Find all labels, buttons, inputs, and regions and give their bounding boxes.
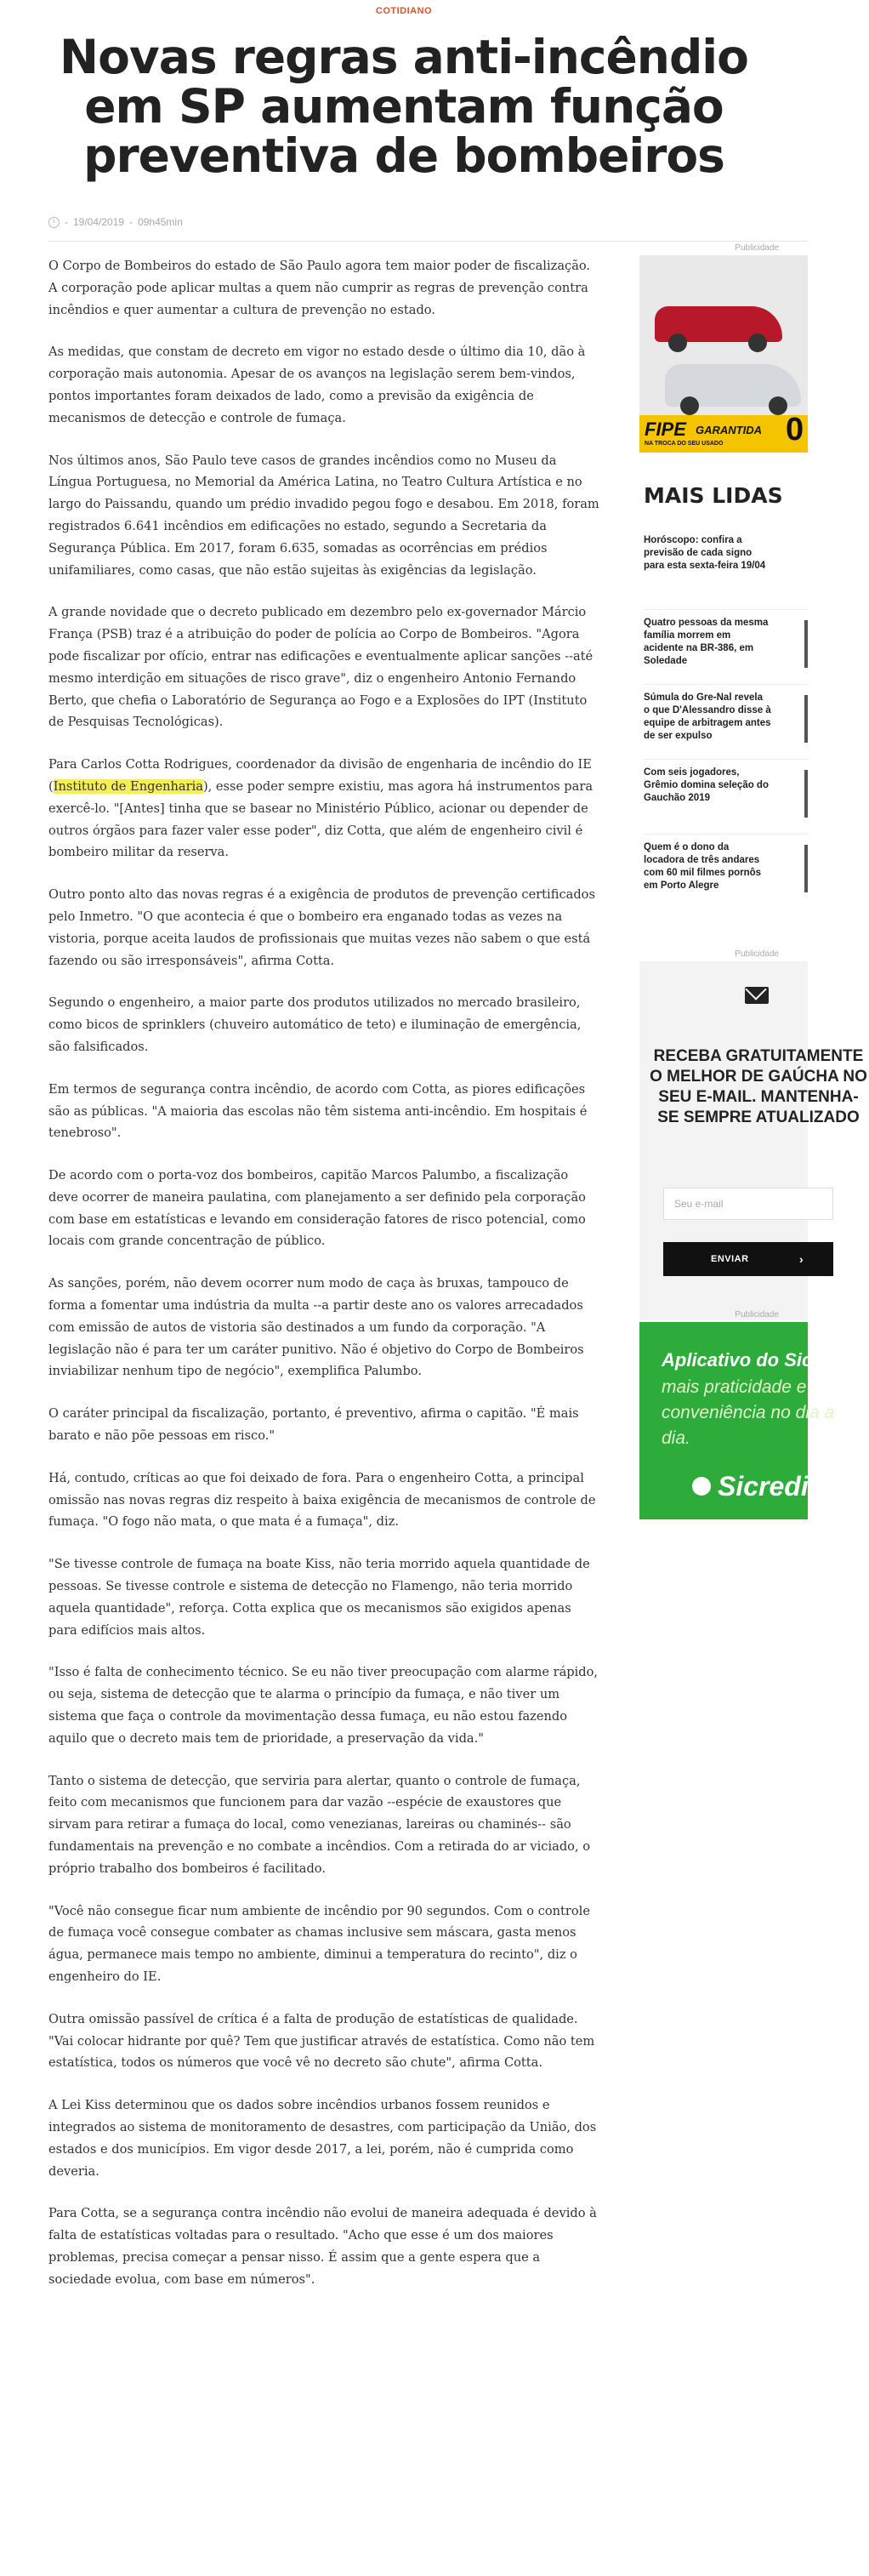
publish-date: 19/04/2019: [73, 216, 125, 228]
article-paragraph: Outra omissão passível de crítica é a falta de produção de estatísticas de qualidade. "Vai colocar hidrante por quê? Tem que justificar através de estatística. Como não tem estatística, todos os números que você vê no decreto são chute", afirma Cotta.: [48, 2011, 595, 2071]
article-paragraph: Outro ponto alto das novas regras é a exigência de produtos de prevenção certificados pelo Inmetro. "O que acontecia é que o bombeiro era enganado todas as vezes na vistoria, porque aceita laudos de profissionais que muitas vezes não sabem o que está fazendo ou são irresponsáveis", afirma Cotta.: [48, 887, 595, 968]
article-paragraph: Há, contudo, críticas ao que foi deixado de fora. Para o engenheiro Cotta, a principal omissão nas novas regras diz respeito à baixa exigência de mecanismos de controle de fumaça. "O fogo não mata, o que mata é a fumaça", diz.: [48, 1470, 596, 1530]
ad-label: Publicidade: [735, 1310, 779, 1319]
article-paragraph: As medidas, que constam de decreto em vigor no estado desde o último dia 10, dão à corporação mais autonomia. Apesar de os avanços na legislação serem bem-vindos, pontos importantes foram deixados de lado, como a previsão da exigência de mecanismos de detecção e controle de fumaça.: [48, 345, 586, 425]
paragraph-text: Para Carlos Cotta Rodrigues, coordenador da divisão de engenharia de incêndio do IE (: [48, 757, 592, 794]
mais-lidas-title: MAIS LIDAS: [644, 483, 783, 508]
article-paragraph: Para Cotta, se a segurança contra incêndio não evolui de maneira adequada é devido à falta de estatísticas voltadas para o resultado. "Acho que esse é um dos maiores problemas, precisa começar a pensar nisso. É assim que a gente espera que a sociedade evolua, com base em números".: [48, 2206, 597, 2287]
thumbnail[interactable]: [804, 620, 808, 668]
article-paragraph: De acordo com o porta-voz dos bombeiros, capitão Marcos Palumbo, a fiscalização deve ocorrer de maneira paulatina, com planejamento a ser definido pela corporação com base em estatísticas e levando em consideração fatores de risco potencial, como locais com grande concentração de público.: [48, 1168, 586, 1249]
mais-lidas-list: [644, 534, 808, 909]
instituto-engenharia-link[interactable]: Instituto de Engenharia: [53, 778, 203, 794]
send-button[interactable]: [663, 1242, 833, 1276]
email-input[interactable]: [663, 1188, 833, 1220]
chevron-right-icon: ›: [799, 1252, 804, 1266]
article-paragraph: Nos últimos anos, São Paulo teve casos de grandes incêndios como no Museu da Língua Portuguesa, no Memorial da América Latina, no Teatro Cultura Artística e no largo do Paissandu, quando um prédio invadido pegou fogo e desabou. Em 2018, foram registrados 6.641 incêndios em edificações no estado, segundo a Secretaria da Segurança Pública. Em 2017, foram 6.635, somadas as ocorrências em prédios unifamiliares, como casas, que não estão sujeitas às exigências da legislação.: [48, 453, 599, 578]
wheel-shape: [680, 396, 699, 415]
category-label[interactable]: COTIDIANO: [375, 6, 433, 16]
article-paragraph: "Se tivesse controle de fumaça na boate Kiss, não teria morrido aquela quantidade de pessoas. Se tivesse controle e sistema de detecção no Flamengo, não teria morrido aquela quantidade", reforça. Cotta explica que os mecanismos são exigidos apenas para edifícios mais altos.: [48, 1557, 590, 1638]
wheel-shape: [769, 396, 787, 415]
ad-headline: GARANTIDA: [696, 424, 762, 436]
wheel-shape: [748, 333, 767, 352]
article-paragraph: O Corpo de Bombeiros do estado de São Paulo agora tem maior poder de fiscalização. A corporação pode aplicar multas a quem não cumprir as regras de prevenção contra incêndios e quer aumentar a cultura de prevenção no estado.: [48, 259, 591, 317]
article-paragraph: Em termos de segurança contra incêndio, de acordo com Cotta, as piores edificações são as públicas. "A maioria das escolas não têm sistema anti-incêndio. Em hospitais é tenebroso".: [48, 1081, 588, 1141]
mais-lidas-item[interactable]: [644, 834, 808, 909]
ad-title: Aplicativo do Sicredi:: [662, 1349, 853, 1371]
wheel-shape: [668, 333, 687, 352]
ad-label: Publicidade: [735, 243, 779, 253]
mais-lidas-link[interactable]: Súmula do Gre-Nal revela o que D'Alessandro disse à equipe de arbitragem antes de ser expulso: [644, 692, 771, 741]
ad-label: Publicidade: [735, 949, 779, 959]
mais-lidas-link[interactable]: Quem é o dono da locadora de três andares com 60 mil filmes pornôs em Porto Alegre: [644, 842, 762, 891]
newsletter-text: RECEBA GRATUITAMENTE O MELHOR DE GAÚCHA NO SEU E-MAIL. MANTENHA-SE SEMPRE ATUALIZADO: [650, 1047, 867, 1126]
clock-icon: [48, 217, 60, 228]
article-paragraph: [48, 754, 599, 863]
mais-lidas-link[interactable]: Horóscopo: confira a previsão de cada signo para esta sexta-feira 19/04: [644, 535, 766, 571]
publish-time: 09h45min: [138, 216, 183, 228]
divider: [48, 241, 808, 242]
ad-big-number: 0: [786, 412, 804, 447]
article-paragraph: A grande novidade que o decreto publicado em dezembro pelo ex-governador Márcio França (PSB) traz é a atribuição do poder de polícia ao Corpo de Bombeiros. "Agora pode fiscalizar por ofício, entrar nas edificações e eventualmente aplicar sanções --até mesmo interdição em situações de risco grave", diz o engenheiro Antonio Fernando Berto, que chefia o Laboratório de Segurança ao Fogo e a Explosões do IPT (Instituto de Pesquisas Tecnológicas).: [48, 605, 594, 730]
thumbnail[interactable]: [804, 770, 808, 818]
mais-lidas-item[interactable]: [644, 609, 808, 684]
mais-lidas-link[interactable]: Quatro pessoas da mesma família morrem em acidente na BR-386, em Soledade: [644, 618, 769, 666]
mais-lidas-item[interactable]: [644, 684, 808, 759]
envelope-icon: [745, 987, 769, 1004]
newsletter-box: [639, 961, 867, 1320]
byline: [48, 216, 183, 228]
article-paragraph: Segundo o engenheiro, a maior parte dos produtos utilizados no mercado brasileiro, como bicos de sprinklers (chuveiro automático de teto) e iluminação de emergência, são falsificados.: [48, 995, 582, 1054]
article-paragraph: As sanções, porém, não devem ocorrer num modo de caça às bruxas, tampouco de forma a fomentar uma indústria da multa --a partir deste ano os valores arrecadados com emissão de autos de vistoria são destinados a um fundo da corporação. "A legislação não é para ter um caráter punitivo. Não é objetivo do Corpo de Bombeiros inviabilizar nenhum tipo de negócio", exemplifica Palumbo.: [48, 1276, 584, 1379]
article-body: [48, 255, 599, 2311]
article-paragraph: O caráter principal da fiscalização, portanto, é preventivo, afirma o capitão. "É mais barato e não põe pessoas em risco.": [48, 1406, 579, 1444]
ad-brand: Sicredi: [718, 1471, 809, 1502]
thumbnail[interactable]: [804, 695, 808, 743]
article-paragraph: Tanto o sistema de detecção, que serviria para alertar, quanto o controle de fumaça, feito com mecanismos que funcionem para dar vazão --espécie de exaustores que sirvam para retirar a fumaça do local, como venezianas, lareiras ou chaminés-- são fundamentais na prevenção e no combate a incêndios. Com a retirada do ar viciado, o próprio trabalho dos bombeiros é facilitado.: [48, 1773, 591, 1876]
car-ad-banner[interactable]: [639, 255, 808, 453]
ad-tagline: NA TROCA DO SEU USADO: [645, 441, 724, 447]
sicredi-logo-icon: [692, 1477, 711, 1496]
headline: Novas regras anti-incêndio em SP aumentam função preventiva de bombeiros: [60, 30, 748, 183]
ad-brand: FIPE: [645, 419, 686, 440]
thumbnail[interactable]: [804, 845, 808, 892]
sicredi-ad-banner[interactable]: [639, 1322, 853, 1519]
ad-subtitle: mais praticidade e conveniência no dia a dia.: [662, 1377, 835, 1448]
separator: -: [65, 216, 68, 228]
article-paragraph: "Você não consegue ficar num ambiente de incêndio por 90 segundos. Com o controle de fumaça você consegue combater as chamas inclusive sem máscara, gasta menos água, permanece mais tempo no ambiente, diminui a temperatura do recinto", diz o engenheiro do IE.: [48, 1903, 590, 1984]
send-button-label: ENVIAR: [711, 1254, 749, 1264]
mais-lidas-item[interactable]: [644, 534, 808, 609]
mais-lidas-link[interactable]: Com seis jogadores, Grêmio domina seleção do Gauchão 2019: [644, 767, 769, 803]
article-paragraph: A Lei Kiss determinou que os dados sobre incêndios urbanos fossem reunidos e integrados ao sistema de monitoramento de desastres, com participação da União, dos estados e dos municípios. Em vigor desde 2017, a lei, porém, não é cumprida como deveria.: [48, 2098, 597, 2179]
article-paragraph: "Isso é falta de conhecimento técnico. Se eu não tiver preocupação com alarme rápido, ou seja, sistema de detecção que te alarma o princípio da fumaça, e não tiver um sistema que faça o controle da movimentação dessa fumaça, eu não estou fazendo aquilo que o decreto mais tem de prioridade, a preservação da vida.": [48, 1665, 599, 1746]
separator: -: [129, 216, 133, 228]
paragraph-text: ), esse poder sempre existiu, mas agora há instrumentos para exercê-lo. "[Antes] tinha que se basear no Ministério Público, acionar ou depender de outros órgãos para fazer valer esse poder", diz Cotta, que além de engenheiro civil é bombeiro militar da reserva.: [48, 778, 594, 860]
mais-lidas-item[interactable]: [644, 759, 808, 834]
